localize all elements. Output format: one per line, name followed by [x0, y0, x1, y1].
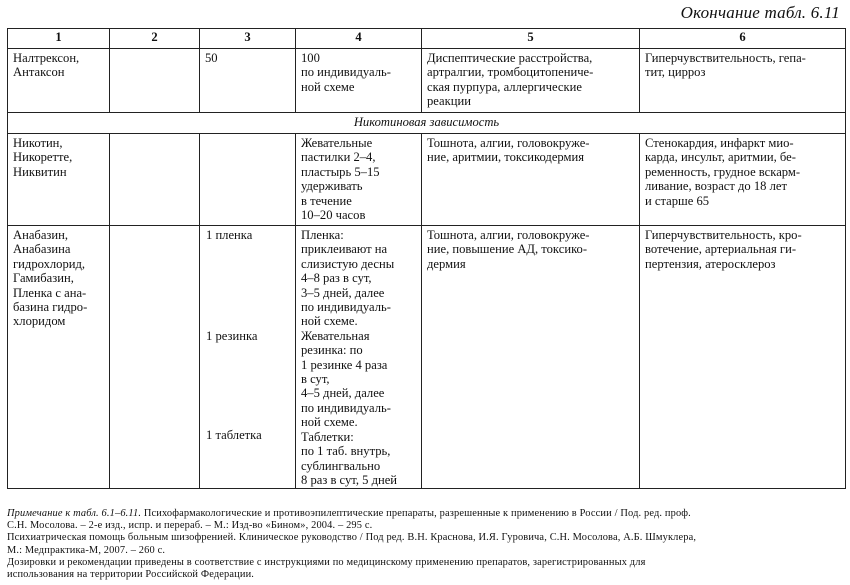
note-line: М.: Медпрактика-М, 2007. – 260 с.	[7, 544, 166, 556]
note-line: Дозировки и рекомендации приведены в соответствие с инструкциями по медицинскому применению препаратов, зарегистрированных для	[7, 556, 646, 568]
table-caption: Окончание табл. 6.11	[680, 3, 840, 22]
cell-line: дермия	[427, 256, 466, 271]
cell-line: сублингвально	[301, 458, 381, 473]
cell-line: пастилки 2–4,	[301, 150, 376, 165]
cell-line: Стенокардия, инфаркт мио-	[645, 136, 794, 150]
cell-line: резинка: по	[301, 343, 363, 358]
cell-line: Тошнота, алгии, головокруже-	[427, 228, 590, 242]
cell-line: и старше 65	[645, 193, 710, 208]
section-title: Никотиновая зависимость	[8, 113, 846, 134]
table-cell	[110, 134, 200, 226]
regimen-cell	[296, 226, 422, 489]
cell-line: Никотин,	[13, 136, 63, 150]
table-footnotes	[7, 508, 845, 581]
table-cell	[110, 49, 200, 113]
cell-line: Гамибазин,	[13, 271, 74, 286]
regimen-cell	[296, 49, 422, 113]
cell-line: Налтрексон,	[13, 51, 80, 65]
cell-line: ние, аритмии, токсикодермия	[427, 150, 585, 165]
drug-name-cell	[8, 226, 110, 489]
note-line: С.Н. Мосолова. – 2-е изд., испр. и перераб. – М.: Изд-во «Бином», 2004. – 295 с.	[7, 520, 373, 532]
cell-line: тит, цирроз	[645, 65, 706, 80]
drug-name-cell	[8, 134, 110, 226]
cell-line: пертензия, атеросклероз	[645, 256, 776, 271]
cell-line: Жевательные	[301, 136, 373, 150]
dose-cell: 50	[200, 49, 296, 113]
contraindications-cell	[640, 49, 846, 113]
section-row	[8, 113, 846, 134]
cell-line: Никоретте,	[13, 150, 73, 165]
note-line: Психиатрическая помощь больным шизофренией. Клиническое руководство / Под ред. В.Н. Краснова, И.Я. Гуровича, С.Н. Мосолова, А.Б. Шмуклера,	[7, 532, 697, 544]
table-row-nicotine	[8, 134, 846, 226]
table-row-naltrexone	[8, 49, 846, 113]
dose-tablet: 1 таблетка	[206, 428, 262, 442]
contraindications-cell	[640, 226, 846, 489]
cell-line: ская пурпура, аллергические	[427, 79, 582, 94]
cell-line: 10–20 часов	[301, 208, 366, 223]
side-effects-cell	[422, 226, 640, 489]
cell-line: 8 раз в сут, 5 дней	[301, 472, 398, 487]
cell-line: Пленка с ана-	[13, 285, 87, 300]
cell-line: ной схеме.	[301, 415, 358, 430]
cell-line: Никвитин	[13, 164, 67, 179]
cell-line: удерживать	[301, 179, 363, 194]
col-header-1: 1	[8, 29, 110, 49]
cell-line: ной схеме.	[301, 314, 358, 329]
cell-line: базина гидро-	[13, 300, 88, 315]
dose-cell	[200, 226, 296, 489]
cell-line: Антаксон	[13, 65, 65, 80]
dose-film: 1 пленка	[206, 228, 253, 242]
cell-line: слизистую десны	[301, 256, 395, 271]
cell-line: хлоридом	[13, 314, 66, 329]
dose-cell	[200, 134, 296, 226]
cell-line: ременность, грудное вскарм-	[645, 164, 801, 179]
cell-line: 100	[301, 51, 320, 65]
cell-line: 4–8 раз в сут,	[301, 271, 372, 286]
note-label: Примечание к табл. 6.1–6.11.	[7, 508, 142, 519]
cell-line: вотечение, артериальная ги-	[645, 242, 797, 257]
cell-line: 4–5 дней, далее	[301, 386, 385, 401]
table-row-anabasine	[8, 226, 846, 489]
cell-line: по индивидуаль-	[301, 65, 391, 80]
cell-line: Жевательная	[301, 328, 370, 343]
cell-line: по индивидуаль-	[301, 400, 391, 415]
cell-line: пластырь 5–15	[301, 164, 380, 179]
header-row	[8, 29, 846, 49]
side-effects-cell	[422, 134, 640, 226]
cell-line: Гиперчувствительность, гепа-	[645, 51, 806, 65]
cell-line: ние, повышение АД, токсико-	[427, 242, 588, 257]
cell-line: гидрохлорид,	[13, 256, 86, 271]
col-header-4: 4	[296, 29, 422, 49]
cell-line: ливание, возраст до 18 лет	[645, 179, 787, 194]
cell-line: Диспептические расстройства,	[427, 51, 593, 65]
col-header-2: 2	[110, 29, 200, 49]
contraindications-cell	[640, 134, 846, 226]
cell-line: по 1 таб. внутрь,	[301, 444, 391, 459]
side-effects-cell	[422, 49, 640, 113]
cell-line: ной схеме	[301, 79, 355, 94]
cell-line: по индивидуаль-	[301, 300, 391, 315]
cell-line: Таблетки:	[301, 429, 354, 444]
cell-line: Анабазина	[13, 242, 71, 257]
drug-name-cell	[8, 49, 110, 113]
cell-line: карда, инсульт, аритмии, бе-	[645, 150, 796, 165]
cell-line: в сут,	[301, 372, 330, 387]
col-header-6: 6	[640, 29, 846, 49]
col-header-5: 5	[422, 29, 640, 49]
col-header-3: 3	[200, 29, 296, 49]
note-line	[7, 508, 845, 520]
dose-gum: 1 резинка	[206, 329, 258, 343]
cell-line: артралгии, тромбоцитопениче-	[427, 65, 594, 80]
cell-line: Тошнота, алгии, головокруже-	[427, 136, 590, 150]
regimen-cell	[296, 134, 422, 226]
cell-line: 1 резинке 4 раза	[301, 357, 388, 372]
drug-table	[7, 28, 846, 489]
cell-line: 3–5 дней, далее	[301, 285, 385, 300]
cell-line: приклеивают на	[301, 242, 388, 257]
cell-line: реакции	[427, 94, 471, 109]
cell-line: Пленка:	[301, 228, 344, 242]
table-cell	[110, 226, 200, 489]
cell-line: Гиперчувствительность, кро-	[645, 228, 802, 242]
cell-line: Анабазин,	[13, 228, 69, 242]
note-text: Психофармакологические и противоэпилептические препараты, разрешенные к применению в России / Под. ред. проф.	[141, 508, 691, 519]
cell-line: в течение	[301, 193, 352, 208]
note-line: использования на территории Российской Федерации.	[7, 569, 255, 581]
